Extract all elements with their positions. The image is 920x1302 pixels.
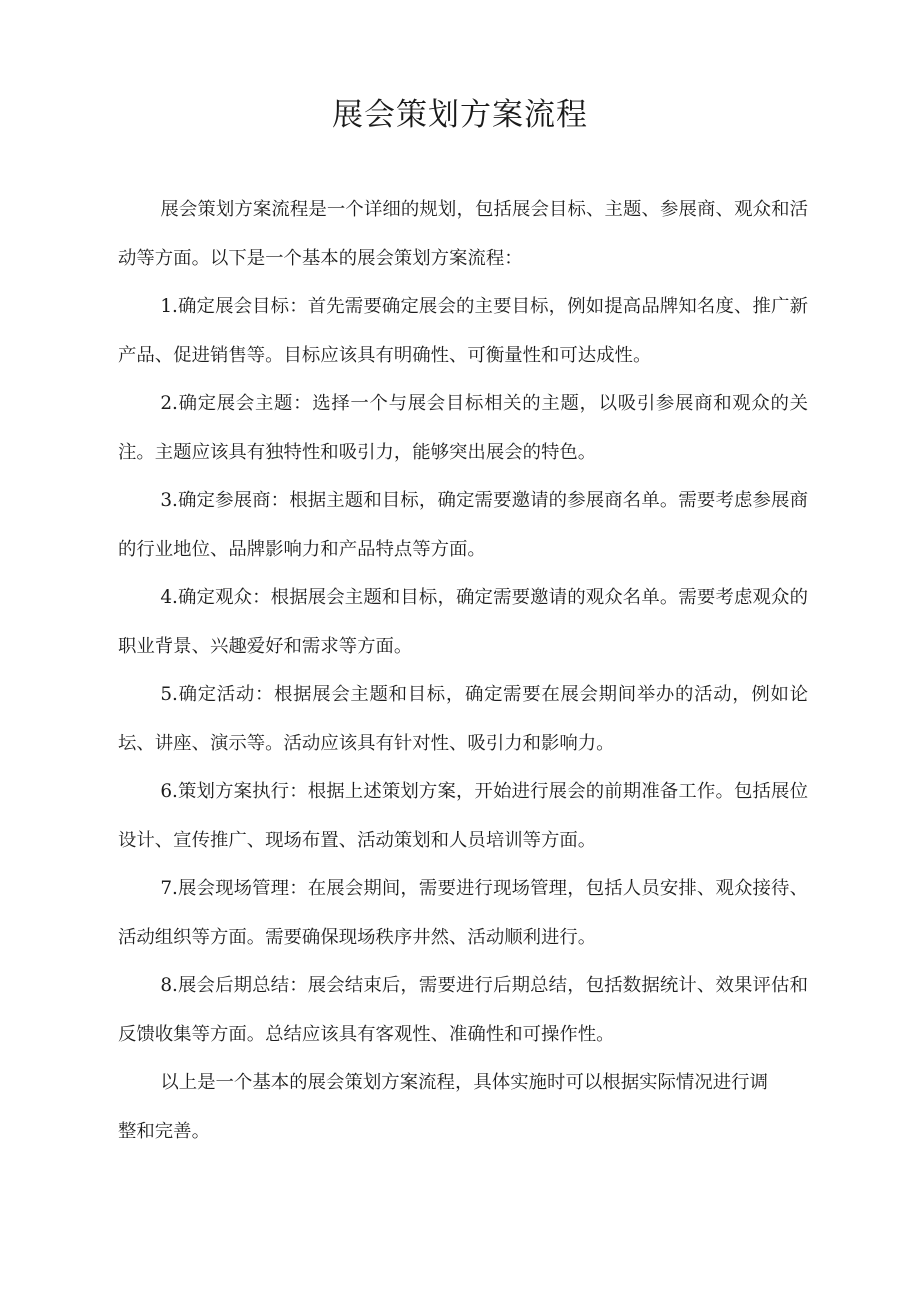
document-title: 展会策划方案流程 (332, 97, 588, 133)
step-2-paragraph: 2.确定展会主题：选择一个与展会目标相关的主题，以吸引参展商和观众的关注。主题应该具有独特性和吸引力，能够突出展会的特色。 (118, 393, 808, 463)
step-8-paragraph: 8.展会后期总结：展会结束后，需要进行后期总结，包括数据统计、效果评估和反馈收集等方面。总结应该具有客观性、准确性和可操作性。 (118, 975, 808, 1045)
step-3-paragraph: 3.确定参展商：根据主题和目标，确定需要邀请的参展商名单。需要考虑参展商的行业地位、品牌影响力和产品特点等方面。 (118, 490, 808, 560)
step-6-paragraph: 6.策划方案执行：根据上述策划方案，开始进行展会的前期准备工作。包括展位设计、宣传推广、现场布置、活动策划和人员培训等方面。 (118, 781, 808, 851)
step-4-paragraph: 4.确定观众：根据展会主题和目标，确定需要邀请的观众名单。需要考虑观众的职业背景、兴趣爱好和需求等方面。 (118, 587, 808, 657)
closing-paragraph: 以上是一个基本的展会策划方案流程，具体实施时可以根据实际情况进行调整和完善。 (118, 1072, 768, 1142)
intro-paragraph: 展会策划方案流程是一个详细的规划，包括展会目标、主题、参展商、观众和活动等方面。以下是一个基本的展会策划方案流程： (118, 199, 808, 269)
step-1-paragraph: 1.确定展会目标：首先需要确定展会的主要目标，例如提高品牌知名度、推广新产品、促进销售等。目标应该具有明确性、可衡量性和可达成性。 (118, 296, 808, 366)
step-5-paragraph: 5.确定活动：根据展会主题和目标，确定需要在展会期间举办的活动，例如论坛、讲座、演示等。活动应该具有针对性、吸引力和影响力。 (118, 684, 808, 754)
document-body (118, 186, 808, 1156)
step-7-paragraph: 7.展会现场管理：在展会期间，需要进行现场管理，包括人员安排、观众接待、活动组织等方面。需要确保现场秩序井然、活动顺利进行。 (118, 878, 808, 948)
